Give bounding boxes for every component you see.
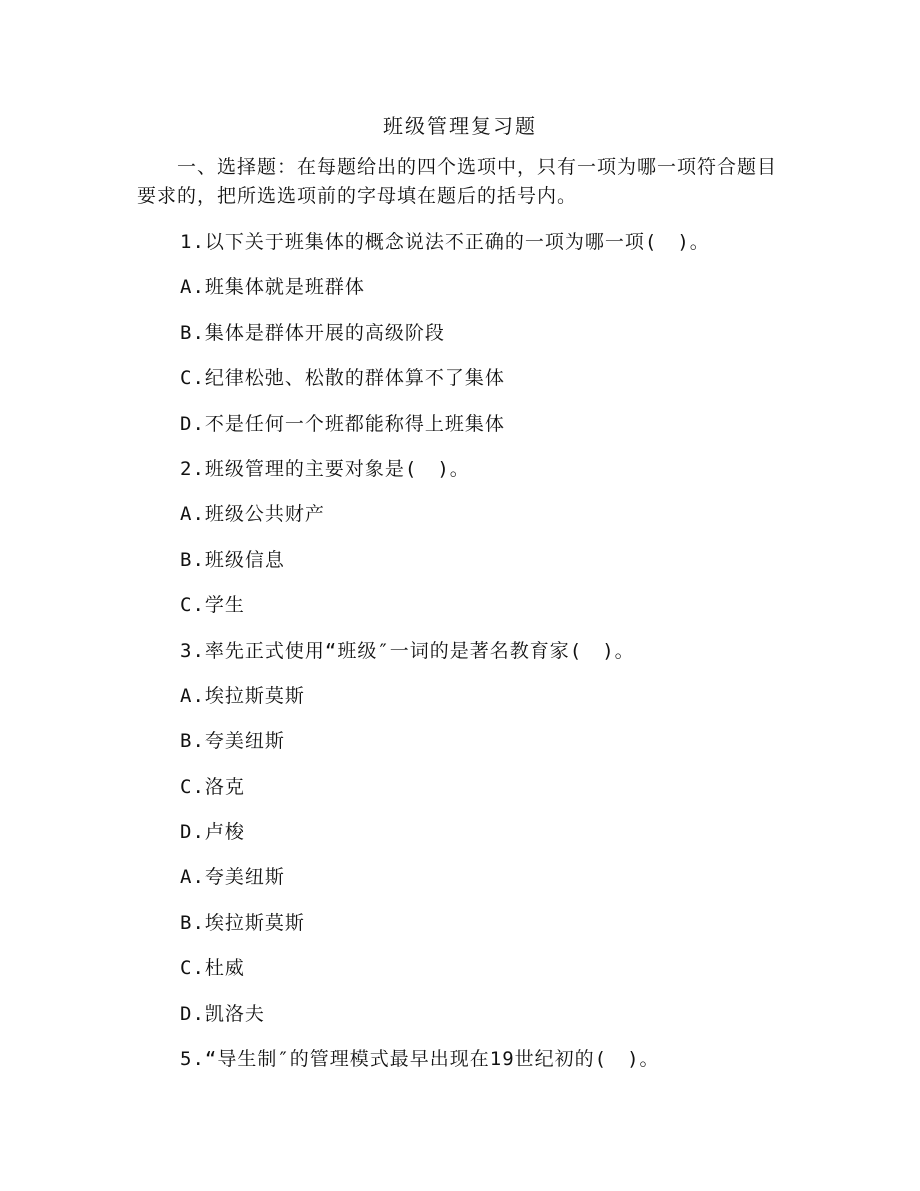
question-2: 2.班级管理的主要对象是( )。 — [180, 457, 470, 480]
question-3-option-b: B.夸美纽斯 — [180, 730, 285, 753]
question-2-option-a: A.班级公共财产 — [180, 503, 325, 526]
question-3-option-d: D.卢梭 — [180, 821, 245, 844]
question-3: 3.率先正式使用“班级″一词的是著名教育家( )。 — [180, 639, 635, 662]
question-list — [180, 228, 800, 1090]
question-1-option-c: C.纪律松弛、松散的群体算不了集体 — [180, 367, 505, 390]
question-1-option-d: D.不是任何一个班都能称得上班集体 — [180, 412, 505, 435]
question-3-option-c: C.洛克 — [180, 775, 245, 798]
question-1: 1.以下关于班集体的概念说法不正确的一项为哪一项( )。 — [180, 231, 710, 253]
document-title: 班级管理复习题 — [383, 114, 537, 138]
question-4-option-a: A.夸美纽斯 — [180, 866, 285, 889]
question-4-option-c: C.杜威 — [180, 957, 245, 980]
question-2-option-c: C.学生 — [180, 594, 245, 617]
question-3-option-a: A.埃拉斯莫斯 — [180, 684, 305, 707]
question-2-option-b: B.班级信息 — [180, 548, 285, 571]
section-instructions: 一、选择题：在每题给出的四个选项中，只有一项为哪一项符合题目要求的，把所选选项前的字母填在题后的括号内。 — [137, 156, 778, 207]
question-4-option-d: D.凯洛夫 — [180, 1002, 265, 1025]
question-5: 5.“导生制″的管理模式最早出现在19世纪初的( )。 — [180, 1048, 660, 1071]
question-4-option-b: B.埃拉斯莫斯 — [180, 911, 305, 934]
question-1-option-a: A.班集体就是班群体 — [180, 276, 365, 299]
question-1-option-b: B.集体是群体开展的高级阶段 — [180, 321, 445, 344]
